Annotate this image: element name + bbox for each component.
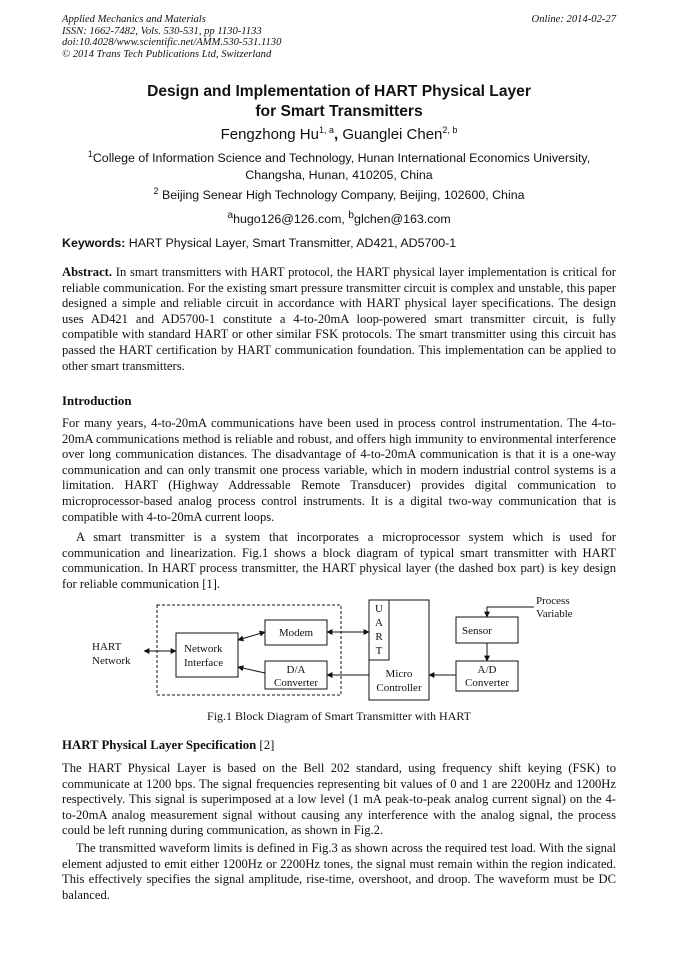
network-interface-label-2: Interface xyxy=(184,657,224,669)
email-b: glchen@163.com xyxy=(354,212,451,227)
affiliation-2 xyxy=(62,187,616,204)
affiliation-1 xyxy=(62,150,616,183)
micro-label-1: Micro xyxy=(385,668,413,680)
email-a-marker: a xyxy=(227,210,234,221)
process-variable-label-2: Variable xyxy=(536,608,573,620)
arrow-da-to-interface xyxy=(238,667,265,673)
abstract-text: In smart transmitters with HART protocol, the HART physical layer implementation is critical for reliable communication. For the existing smart pressure transmitter circuit is complex and unstable, this paper designed a simple and reliable circuit in accordance with HART physical layer specifications. The design uses AD421 and AD5700-1 constitute a 4-to-20mA loop-powered smart transmitter circuit, is fully compatible with standard HART or other similar FSK protocols. The smart transmitter using this circuit has passed the HART certification by HART communication foundation. This implementation can be applied to other smart transmitters. xyxy=(62,265,616,373)
affiliation-2-marker: 2 xyxy=(153,185,159,196)
hart-spec-heading xyxy=(62,738,274,753)
ad-label-1: A/D xyxy=(477,664,497,676)
sensor-label: Sensor xyxy=(462,625,492,637)
hart-network-label-1: HART xyxy=(92,641,122,653)
affiliation-1-marker: 1 xyxy=(87,148,93,159)
online-date: Online: 2014-02-27 xyxy=(531,14,616,25)
introduction-paragraph-2: A smart transmitter is a system that incorporates a microprocessor system which is used for communication and linearization. Fig.1 shows a block diagram of typical smart transmitter with HART communication. In HART process transmitter, the HART physical layer (the dashed box part) is key design for reliable communication [1]. xyxy=(62,530,616,591)
network-interface-label-1: Network xyxy=(184,643,223,655)
modem-label: Modem xyxy=(278,627,314,639)
da-label-1: D/A xyxy=(286,664,306,676)
ad-label-2: Converter xyxy=(465,677,509,689)
doi-line: doi:10.4028/www.scientific.net/AMM.530-531.1130 xyxy=(62,37,282,49)
author-list xyxy=(62,125,616,145)
email-b-marker: b xyxy=(348,210,355,221)
journal-header xyxy=(62,14,281,60)
hart-spec-heading-ref: [2] xyxy=(256,738,275,752)
affiliation-2-text: Beijing Senear High Technology Company, Beijing, 102600, China xyxy=(158,188,525,202)
copyright-line: © 2014 Trans Tech Publications Ltd, Switzerland xyxy=(62,48,272,60)
abstract xyxy=(62,265,616,374)
arrow-process-variable-to-sensor xyxy=(487,607,534,617)
introduction-heading: Introduction xyxy=(62,394,132,408)
issn-line: ISSN: 1662-7482, Vols. 530-531, pp 1130-1133 xyxy=(62,25,262,37)
micro-label-2: Controller xyxy=(376,682,422,694)
author-1-affil: 1, a xyxy=(318,125,334,135)
author-separator: , xyxy=(333,126,343,143)
author-2: Guanglei Chen xyxy=(342,126,443,143)
uart-label-u: U xyxy=(375,603,383,615)
paper-title xyxy=(62,82,616,122)
affiliation-1-line-1: College of Information Science and Technology, Hunan International Economics University, xyxy=(92,151,591,165)
introduction-paragraph-1: For many years, 4-to-20mA communications have been used in process control instrumentation. The 4-to-20mA communications method is reliable and robust, and offers high immunity to environmental interference over long communication distances. The disadvantage of 4-to-20mA communication is that it is a one-way communication and can only transmit one process variable, which in modern industrial control systems is a limitation. HART (Highway Addressable Remote Transducer) provides digital communication to microprocessor-based analog process control instruments. It is a digital two-way communication that is compatible with 4-to-20mA current loops. xyxy=(62,416,616,524)
title-line-1: Design and Implementation of HART Physical Layer xyxy=(147,83,531,100)
figure-caption: Fig.1 Block Diagram of Smart Transmitter with HART xyxy=(207,709,471,723)
uart-label-t: T xyxy=(375,645,383,657)
keywords xyxy=(62,236,456,250)
journal-name: Applied Mechanics and Materials xyxy=(62,14,206,25)
process-variable-label-1: Process xyxy=(536,595,570,607)
email-a: hugo126@126.com, xyxy=(233,212,349,227)
da-label-2: Converter xyxy=(274,677,318,689)
title-line-2: for Smart Transmitters xyxy=(255,103,423,120)
affiliation-1-line-2: Changsha, Hunan, 410205, China xyxy=(245,167,433,182)
hart-spec-paragraph-1: The HART Physical Layer is based on the Bell 202 standard, using frequency shift keying (FSK) to communicate at 1200 bps. The signal frequencies representing bit values of 0 and 1 are 2200Hz and 1200Hz respectively. This signal is superimposed at a low level (1 mA peak-to-peak analog current signal) on the 4-to-20mA analog measurement signal without causing any interference with the analog signal, the process could be left running during communication, as shown in Fig.2. xyxy=(62,761,616,838)
email-line xyxy=(62,208,616,227)
keywords-label: Keywords: xyxy=(62,236,126,250)
keywords-text: HART Physical Layer, Smart Transmitter, AD421, AD5700-1 xyxy=(125,236,457,250)
author-1: Fengzhong Hu xyxy=(220,126,319,143)
block-diagram xyxy=(80,595,600,705)
uart-label-r: R xyxy=(375,631,383,643)
hart-spec-paragraph-2: The transmitted waveform limits is defined in Fig.3 as shown across the required test load. With the signal element adjusted to emit either 1200Hz or 2200Hz tones, the signal must remain within the region indicated. This effectively specifies the signal amplitude, rise-time, overshoot, and droop. The waveform must be DC balanced. xyxy=(62,841,616,902)
arrow-interface-to-modem xyxy=(238,632,265,640)
hart-spec-heading-text: HART Physical Layer Specification xyxy=(62,738,257,752)
hart-network-label-2: Network xyxy=(92,655,131,667)
author-2-affil: 2, b xyxy=(442,125,458,135)
uart-label-a: A xyxy=(375,617,383,629)
network-interface-box xyxy=(176,633,238,677)
abstract-label: Abstract. xyxy=(62,265,113,279)
